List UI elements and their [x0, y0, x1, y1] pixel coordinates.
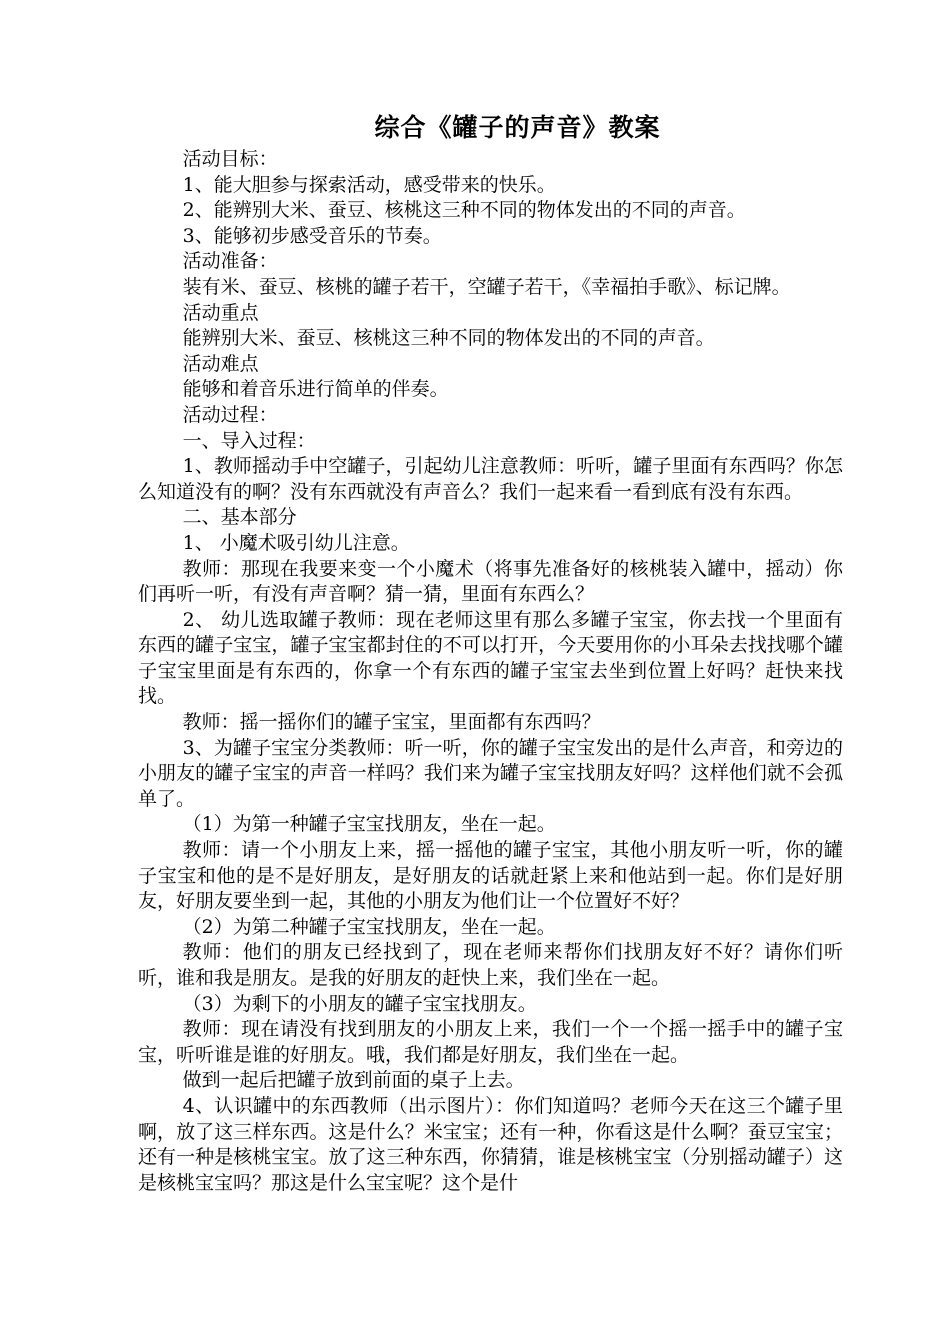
paragraph: 4、认识罐中的东西教师（出示图片）：你们知道吗？老师今天在这三个罐子里啊，放了这三样东西。这是什么？米宝宝；还有一种，你看这是什么啊？蚕豆宝宝；还有一种是核桃宝宝。放了这三种东西，你猜猜，谁是核桃宝宝（分别摇动罐子）这是核桃宝宝吗？那这是什么宝宝呢？这个是什 — [138, 1094, 843, 1194]
paragraph: 活动过程： — [182, 403, 278, 426]
paragraph: 教师：摇一摇你们的罐子宝宝，里面都有东西吗？ — [182, 711, 601, 734]
paragraph: 2、 幼儿选取罐子教师：现在老师这里有那么多罐子宝宝，你去找一个里面有东西的罐子宝宝，罐子宝宝都封住的不可以打开，今天要用你的小耳朵去找找哪个罐子宝宝里面是有东西的，你拿一个有东西的罐子宝宝去坐到位置上好吗？赶快来找找。 — [138, 608, 843, 708]
paragraph: 活动准备： — [182, 250, 278, 273]
document-body — [138, 147, 843, 1196]
paragraph: 教师：他们的朋友已经找到了，现在老师来帮你们找朋友好不好？请你们听听，谁和我是朋友。是我的好朋友的赶快上来，我们坐在一起。 — [138, 941, 843, 989]
paragraph: 教师：那现在我要来变一个小魔术（将事先准备好的核桃装入罐中，摇动）你们再听一听，有没有声音啊？猜一猜，里面有东西么？ — [138, 557, 843, 606]
paragraph: 能够和着音乐进行简单的伴奏。 — [182, 378, 449, 401]
paragraph: 3、能够初步感受音乐的节奏。 — [182, 224, 442, 247]
paragraph: 装有米、蚕豆、核桃的罐子若干，空罐子若干，《幸福拍手歌》、标记牌。 — [182, 275, 791, 298]
paragraph: 做到一起后把罐子放到前面的桌子上去。 — [182, 1069, 525, 1092]
paragraph: 教师：请一个小朋友上来，摇一摇他的罐子宝宝，其他小朋友听一听，你的罐子宝宝和他的是不是好朋友，是好朋友的话就赶紧上来和他站到一起。你们是好朋友，好朋友要坐到一起，其他的小朋友为他们让一个位置好不好？ — [138, 839, 843, 913]
paragraph: 能辨别大米、蚕豆、核桃这三种不同的物体发出的不同的声音。 — [182, 327, 715, 350]
paragraph: （2）为第二种罐子宝宝找朋友，坐在一起。 — [182, 915, 556, 938]
paragraph: 一、导入过程： — [182, 429, 316, 452]
paragraph: 活动目标： — [182, 148, 278, 170]
paragraph: （3）为剩下的小朋友的罐子宝宝找朋友。 — [182, 992, 537, 1015]
paragraph: 活动重点 — [182, 301, 259, 324]
document-title: 综合《罐子的声音》教案 — [374, 113, 661, 142]
paragraph: 1、能大胆参与探索活动，感受带来的快乐。 — [182, 173, 556, 196]
paragraph: （1）为第一种罐子宝宝找朋友，坐在一起。 — [182, 813, 556, 836]
paragraph: 1、 小魔术吸引幼儿注意。 — [182, 531, 410, 554]
paragraph: 1、教师摇动手中空罐子，引起幼儿注意教师：听听，罐子里面有东西吗？你怎么知道没有的啊？没有东西就没有声音么？我们一起来看一看到底有没有东西。 — [138, 455, 843, 503]
paragraph: 3、为罐子宝宝分类教师：听一听，你的罐子宝宝发出的是什么声音，和旁边的小朋友的罐子宝宝的声音一样吗？我们来为罐子宝宝找朋友好吗？这样他们就不会孤单了。 — [138, 736, 843, 810]
paragraph: 活动难点 — [182, 352, 259, 375]
paragraph: 教师：现在请没有找到朋友的小朋友上来，我们一个一个摇一摇手中的罐子宝宝，听听谁是谁的好朋友。哦，我们都是好朋友，我们坐在一起。 — [138, 1018, 843, 1066]
paragraph: 二、基本部分 — [182, 506, 297, 529]
paragraph: 2、能辨别大米、蚕豆、核桃这三种不同的物体发出的不同的声音。 — [182, 199, 746, 222]
